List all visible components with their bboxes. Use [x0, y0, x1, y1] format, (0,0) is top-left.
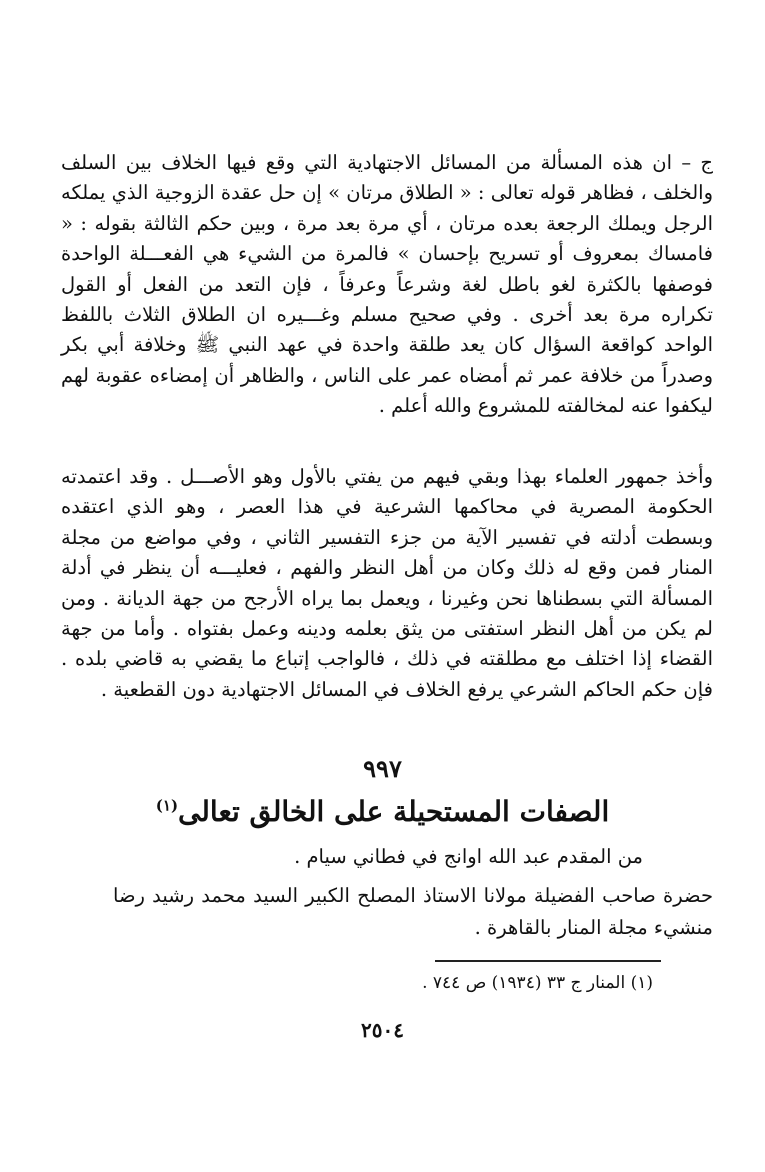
- address-salutation: حضرة صاحب الفضيلة مولانا الاستاذ المصلح الكبير السيد محمد رشيد رضا منشيء مجلة المنار بالقاهرة .: [113, 884, 713, 939]
- fatwa-answer-paragraph-2: وأخذ جمهور العلماء بهذا وبقي فيهم من يفتي بالأول وهو الأصـــل . وقد اعتمدته الحكومة المصرية في محاكمها الشرعية في هذا العصر ، وهو الذي اعتقده وبسطت أدلته في تفسير الآية من جزء التفسير الثاني ، وفي مواضع من مجلة المنار فمن وقع له ذلك وكان من أهل النظر والفهم ، فعليـــه أن ينظر في أدلة المسألة التي بسطناها نحن وغيرنا ، ويعمل بما يراه الأرجح من جهة الديانة . ومن لم يكن من أهل النظر استفتى من يثق بعلمه ودينه وعمل بفتواه . وأما من جهة القضاء إذا اختلف مع مطلقته في ذلك ، فالواجب إتباع ما يقضي به قاضي بلده . فإن حكم الحاكم الشرعي يرفع الخلاف في المسائل الاجتهادية دون القطعية .: [61, 465, 713, 701]
- footnote-text: (١) المنار ج ٣٣ (١٩٣٤) ص ٧٤٤ .: [422, 973, 653, 993]
- fatwa-entry-title: [0, 792, 765, 832]
- questioner-line: من المقدم عبد الله اوانج في فطاني سيام .: [294, 845, 643, 868]
- footnote-divider: [435, 960, 661, 962]
- footnote-reference: (١): [155, 796, 179, 815]
- page-number: ٢٥٠٤: [361, 1018, 404, 1042]
- fatwa-entry-number: ٩٩٧: [363, 754, 402, 783]
- entry-title-text: الصفات المستحيلة على الخالق تعالى: [178, 795, 610, 828]
- fatwa-answer-paragraph-1: ج – ان هذه المسألة من المسائل الاجتهادية التي وقع فيها الخلاف بين السلف والخلف ، فظاهر قوله تعالى : « الطلاق مرتان » إن حل عقدة الزوجية الذي يملكه الرجل ويملك الرجعة بعده مرتان ، أي مرة بعد مرة ، وبين حكم الثالثة بقوله : « فامساك بمعروف أو تسريح بإحسان » فالمرة من الشيء هي الفعـــلة الواحدة فوصفها بالكثرة لغو باطل لغة وشرعاً وعرفاً ، فإن التعد من الفعل أو القول تكراره مرة بعد أخرى . وفي صحيح مسلم وغـــيره ان الطلاق الثلاث باللفظ الواحد كواقعة السؤال كان يعد طلقة واحدة في عهد النبي ﷺ وخلافة أبي بكر وصدراً من خلافة عمر ثم أمضاه عمر على الناس ، والظاهر أن إمضاءه عقوبة لهم ليكفوا عنه لمخالفته للمشروع والله أعلم .: [61, 151, 713, 418]
